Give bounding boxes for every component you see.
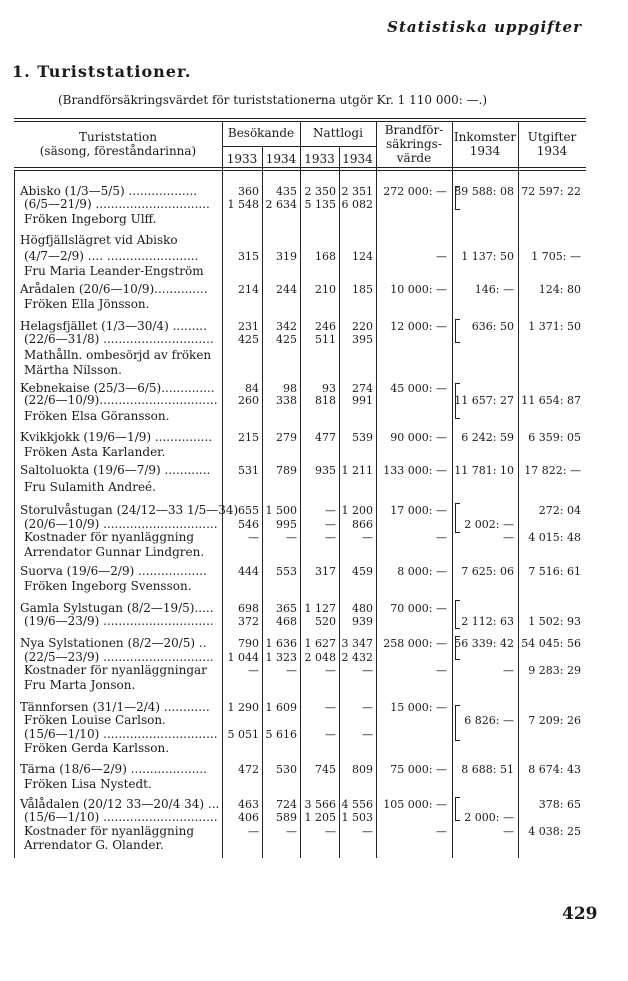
row-label: Kostnader för nyanläggningar <box>24 663 207 677</box>
row-label: Kostnader för nyanläggning <box>24 530 195 544</box>
cell-n34: 2 432 <box>341 651 373 664</box>
cell-b34: 1 323 <box>265 651 297 664</box>
row-label: Märtha Nilsson. <box>24 363 122 377</box>
cell-n34: 3 347 <box>341 637 373 650</box>
income-brace <box>455 319 460 343</box>
cell-b34: 1 500 <box>265 504 297 517</box>
cell-b33: 698 <box>238 602 259 615</box>
header-expenses: Utgifter <box>527 130 577 144</box>
cell-exp: 7 516: 61 <box>528 565 581 578</box>
cell-n33: — <box>325 504 336 517</box>
header-income-year: 1934 <box>469 144 501 158</box>
row-label: Tärna (18/6—2/9) .................... <box>20 762 207 776</box>
row-label: (19/6—23/9) ............................. <box>24 614 214 628</box>
cell-b33: 84 <box>245 382 259 395</box>
row-label: Fröken Asta Karlander. <box>24 445 166 459</box>
row-label: (15/6—1/10) .............................. <box>24 727 218 741</box>
cell-ins: 133 000: — <box>383 464 447 477</box>
cell-n34: 6 082 <box>341 198 373 211</box>
row-label: Fru Maria Leander-Engström <box>24 264 204 278</box>
cell-n33: 168 <box>315 250 336 263</box>
cell-b33: — <box>248 531 259 544</box>
cell-b34: 98 <box>283 382 297 395</box>
cell-exp: 17 822: — <box>524 464 581 477</box>
cell-n33: 511 <box>315 333 336 346</box>
row-label: Gamla Sylstugan (8/2—19/5)..... <box>20 601 214 615</box>
col-rule <box>262 146 263 858</box>
cell-b33: 463 <box>238 798 259 811</box>
cell-n33: 2 048 <box>304 651 336 664</box>
col-rule <box>339 146 340 858</box>
income-brace <box>455 797 460 821</box>
cell-b33: — <box>248 825 259 838</box>
cell-ins: 8 000: — <box>397 565 447 578</box>
cell-n33: 2 350 <box>304 185 336 198</box>
row-label: Storulvåstugan (24/12—33 1/5—34) <box>20 503 239 517</box>
cell-ins: — <box>436 664 447 677</box>
row-label: Abisko (1/3—5/5) .................. <box>20 184 198 198</box>
row-label: Suorva (19/6—2/9) .................. <box>20 564 207 578</box>
header-income: Inkomster <box>453 130 517 144</box>
cell-n33: 818 <box>315 394 336 407</box>
cell-ins: 90 000: — <box>390 431 447 444</box>
cell-n33: 246 <box>315 320 336 333</box>
cell-b33: 5 051 <box>227 728 259 741</box>
cell-n33: 477 <box>315 431 336 444</box>
header-station: Turiststation <box>78 130 158 144</box>
cell-ins: 45 000: — <box>390 382 447 395</box>
cell-exp: 54 045: 56 <box>521 637 581 650</box>
cell-n33: 1 205 <box>304 811 336 824</box>
col-rule <box>518 121 519 858</box>
cell-inc: 8 688: 51 <box>461 763 514 776</box>
cell-ins: 70 000: — <box>390 602 447 615</box>
header-visitors: Besökande <box>227 126 295 140</box>
cell-ins: 15 000: — <box>390 701 447 714</box>
cell-inc: — <box>503 825 514 838</box>
cell-exp: 4 038: 25 <box>528 825 581 838</box>
cell-exp: 272: 04 <box>538 504 581 517</box>
row-label: Helagsfjället (1/3—30/4) ......... <box>20 319 207 333</box>
row-label: Kebnekaise (25/3—6/5).............. <box>20 381 215 395</box>
row-label: Fröken Lisa Nystedt. <box>24 777 152 791</box>
table-top-rule <box>14 118 586 119</box>
cell-n33: 3 566 <box>304 798 336 811</box>
income-brace <box>455 705 460 741</box>
cell-n34: 480 <box>352 602 373 615</box>
cell-exp: 8 674: 43 <box>528 763 581 776</box>
cell-n34: 809 <box>352 763 373 776</box>
cell-b33: 1 044 <box>227 651 259 664</box>
cell-b33: 1 548 <box>227 198 259 211</box>
row-label: Vålådalen (20/12 33—20/4 34) ... <box>20 797 220 811</box>
cell-ins: 105 000: — <box>383 798 447 811</box>
cell-n34: 395 <box>352 333 373 346</box>
cell-exp: 1 705: — <box>531 250 581 263</box>
cell-n34: 1 211 <box>341 464 373 477</box>
cell-exp: 11 654: 87 <box>521 394 581 407</box>
cell-b33: 531 <box>238 464 259 477</box>
cell-exp: 9 283: 29 <box>528 664 581 677</box>
cell-n33: 1 627 <box>304 637 336 650</box>
col-rule <box>376 121 377 858</box>
cell-n34: — <box>362 825 373 838</box>
cell-n33: 93 <box>322 382 336 395</box>
cell-exp: 6 359: 05 <box>528 431 581 444</box>
cell-exp: 1 502: 93 <box>528 615 581 628</box>
cell-exp: 124: 80 <box>538 283 581 296</box>
cell-n33: — <box>325 664 336 677</box>
cell-b33: 214 <box>238 283 259 296</box>
cell-inc: 6 826: — <box>464 714 514 727</box>
cell-n34: 220 <box>352 320 373 333</box>
cell-inc: 2 000: — <box>464 811 514 824</box>
cell-b33: 1 290 <box>227 701 259 714</box>
cell-n33: — <box>325 825 336 838</box>
row-label: Kostnader för nyanläggning <box>24 824 195 838</box>
cell-b33: 546 <box>238 518 259 531</box>
cell-exp: 378: 65 <box>538 798 581 811</box>
row-label: Tännforsen (31/1—2/4) ............ <box>20 700 210 714</box>
cell-b34: 553 <box>276 565 297 578</box>
cell-b33: 472 <box>238 763 259 776</box>
cell-n34: — <box>362 664 373 677</box>
col-rule <box>222 121 223 858</box>
cell-n33: — <box>325 518 336 531</box>
cell-inc: 636: 50 <box>471 320 514 333</box>
cell-n33: 745 <box>315 763 336 776</box>
cell-b34: 425 <box>276 333 297 346</box>
row-label: (20/6—10/9) .............................. <box>24 517 218 531</box>
col-rule <box>14 170 15 858</box>
cell-b34: 995 <box>276 518 297 531</box>
cell-inc: — <box>503 664 514 677</box>
cell-b34: — <box>286 531 297 544</box>
cell-b34: 2 634 <box>265 198 297 211</box>
row-label: Fröken Ingeborg Svensson. <box>24 579 192 593</box>
header-nights: Nattlogi <box>313 126 363 140</box>
cell-b34: 435 <box>276 185 297 198</box>
row-label: Arrendator Gunnar Lindgren. <box>24 545 205 559</box>
cell-ins: 75 000: — <box>390 763 447 776</box>
cell-b34: 5 616 <box>265 728 297 741</box>
cell-ins: 17 000: — <box>390 504 447 517</box>
cell-n33: — <box>325 728 336 741</box>
cell-inc: — <box>503 531 514 544</box>
cell-b34: 530 <box>276 763 297 776</box>
cell-b34: — <box>286 825 297 838</box>
row-label: Fröken Gerda Karlsson. <box>24 741 170 755</box>
row-label: Mathålln. ombesörjd av fröken <box>24 348 212 362</box>
header-insurance: värde <box>396 151 432 165</box>
cell-inc: 11 657: 27 <box>454 394 514 407</box>
cell-inc: 56 339: 42 <box>454 637 514 650</box>
cell-b34: 589 <box>276 811 297 824</box>
cell-b34: 342 <box>276 320 297 333</box>
cell-n34: 991 <box>352 394 373 407</box>
cell-b33: 360 <box>238 185 259 198</box>
header-visitors-1934: 1934 <box>265 152 297 166</box>
cell-inc: 11 781: 10 <box>454 464 514 477</box>
cell-n34: 1 200 <box>341 504 373 517</box>
cell-n34: 939 <box>352 615 373 628</box>
cell-inc: 7 625: 06 <box>461 565 514 578</box>
row-label: Fröken Louise Carlson. <box>24 713 166 727</box>
cell-b34: 365 <box>276 602 297 615</box>
cell-inc: 146: — <box>474 283 514 296</box>
cell-n33: 317 <box>315 565 336 578</box>
cell-n33: 210 <box>315 283 336 296</box>
cell-ins: 10 000: — <box>390 283 447 296</box>
running-head: Statistiska uppgifter <box>387 18 582 36</box>
income-brace <box>455 383 460 419</box>
row-label: Högfjällslägret vid Abisko <box>20 233 178 247</box>
cell-b33: 260 <box>238 394 259 407</box>
header-nights-1933: 1933 <box>304 152 335 166</box>
page-number: 429 <box>562 904 598 924</box>
row-label: Saltoluokta (19/6—7/9) ............ <box>20 463 211 477</box>
cell-b34: 319 <box>276 250 297 263</box>
income-brace <box>455 636 460 660</box>
cell-n34: 2 351 <box>341 185 373 198</box>
row-label: Fru Marta Jonson. <box>24 678 136 692</box>
cell-b34: 468 <box>276 615 297 628</box>
cell-n33: 1 127 <box>304 602 336 615</box>
cell-inc: 6 242: 59 <box>461 431 514 444</box>
cell-ins: — <box>436 825 447 838</box>
cell-b33: 790 <box>238 637 259 650</box>
row-label: (22/6—10/9)............................... <box>24 393 218 407</box>
col-rule <box>452 121 453 858</box>
cell-inc: 1 137: 50 <box>461 250 514 263</box>
cell-exp: 72 597: 22 <box>521 185 581 198</box>
cell-ins: 272 000: — <box>383 185 447 198</box>
cell-ins: 12 000: — <box>390 320 447 333</box>
header-insurance: säkrings- <box>386 137 442 151</box>
cell-n33: — <box>325 531 336 544</box>
header-year-rule <box>222 146 376 147</box>
cell-b33: 444 <box>238 565 259 578</box>
cell-n34: 1 503 <box>341 811 373 824</box>
header-insurance: Brandför- <box>384 123 444 137</box>
cell-b34: 1 636 <box>265 637 297 650</box>
cell-n33: — <box>325 701 336 714</box>
income-brace <box>455 600 460 629</box>
income-brace <box>455 503 460 533</box>
row-label: Fröken Elsa Göransson. <box>24 409 170 423</box>
row-label: Kvikkjokk (19/6—1/9) ............... <box>20 430 213 444</box>
cell-b33: 372 <box>238 615 259 628</box>
cell-n34: 4 556 <box>341 798 373 811</box>
cell-n34: — <box>362 728 373 741</box>
cell-b34: 279 <box>276 431 297 444</box>
cell-n34: — <box>362 701 373 714</box>
row-label: Fröken Ingeborg Ulff. <box>24 212 157 226</box>
cell-exp: 7 209: 26 <box>528 714 581 727</box>
row-label: Arrendator G. Olander. <box>24 838 164 852</box>
row-label: (22/6—31/8) ............................. <box>24 332 214 346</box>
cell-inc: 2 112: 63 <box>461 615 514 628</box>
cell-n33: 935 <box>315 464 336 477</box>
cell-n34: 866 <box>352 518 373 531</box>
row-label: Arådalen (20/6—10/9).............. <box>20 282 208 296</box>
income-brace <box>455 186 460 210</box>
cell-b34: — <box>286 664 297 677</box>
row-label: Fröken Ella Jönsson. <box>24 297 150 311</box>
row-label: Nya Sylstationen (8/2—20/5) .. <box>20 636 207 650</box>
cell-ins: 258 000: — <box>383 637 447 650</box>
cell-b33: 215 <box>238 431 259 444</box>
cell-b33: 406 <box>238 811 259 824</box>
cell-n33: 5 135 <box>304 198 336 211</box>
cell-n34: 539 <box>352 431 373 444</box>
header-expenses-year: 1934 <box>536 144 568 158</box>
header-nights-1934: 1934 <box>342 152 373 166</box>
cell-b34: 244 <box>276 283 297 296</box>
col-rule <box>300 121 301 858</box>
cell-b33: 425 <box>238 333 259 346</box>
cell-ins: — <box>436 250 447 263</box>
row-label: (15/6—1/10) .............................. <box>24 810 218 824</box>
cell-n34: 459 <box>352 565 373 578</box>
cell-n33: 520 <box>315 615 336 628</box>
cell-inc: 2 002: — <box>464 518 514 531</box>
row-label: Fru Sulamith Andreé. <box>24 480 156 494</box>
cell-n34: — <box>362 531 373 544</box>
cell-n34: 185 <box>352 283 373 296</box>
row-label: (4/7—2/9) .... ........................ <box>24 249 199 263</box>
cell-b34: 789 <box>276 464 297 477</box>
cell-b33: 315 <box>238 250 259 263</box>
cell-exp: 1 371: 50 <box>528 320 581 333</box>
cell-n34: 124 <box>352 250 373 263</box>
cell-ins: — <box>436 531 447 544</box>
cell-b33: 655 <box>238 504 259 517</box>
cell-inc: 89 588: 08 <box>454 185 514 198</box>
cell-b34: 724 <box>276 798 297 811</box>
section-title: 1. Turiststationer. <box>12 62 192 81</box>
cell-b34: 1 609 <box>265 701 297 714</box>
intro-note: (Brandförsäkringsvärdet för turiststationerna utgör Kr. 1 110 000: —.) <box>58 93 488 107</box>
header-visitors-1933: 1933 <box>226 152 258 166</box>
cell-b34: 338 <box>276 394 297 407</box>
cell-b33: 231 <box>238 320 259 333</box>
header-station-sub: (säsong, föreståndarinna) <box>39 144 197 158</box>
cell-exp: 4 015: 48 <box>528 531 581 544</box>
cell-b33: — <box>248 664 259 677</box>
cell-n34: 274 <box>352 382 373 395</box>
row-label: (6/5—21/9) .............................. <box>24 197 210 211</box>
row-label: (22/5—23/9) ............................. <box>24 650 214 664</box>
